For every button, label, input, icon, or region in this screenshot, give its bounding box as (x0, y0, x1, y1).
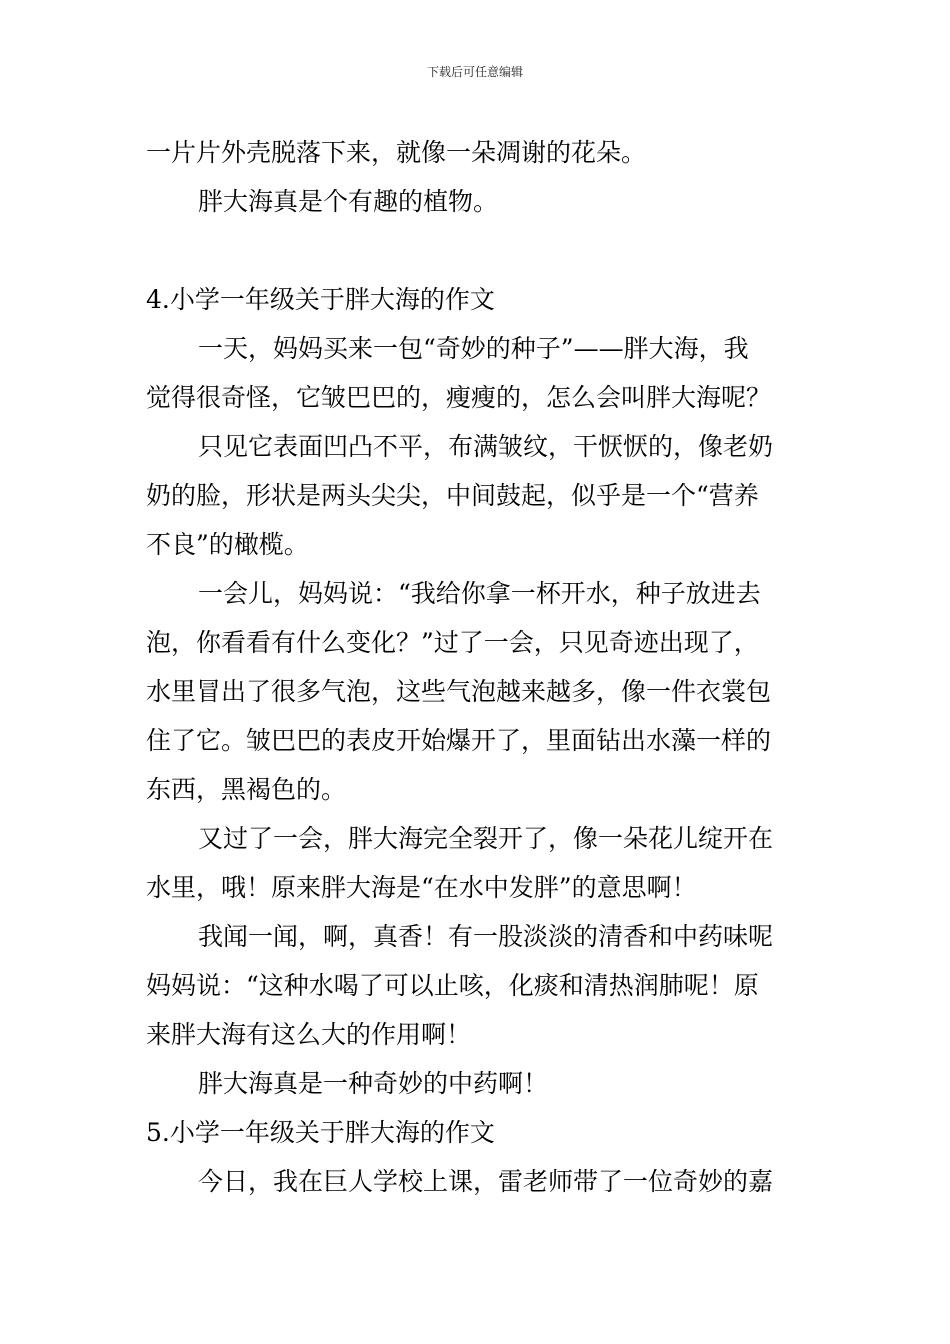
section-heading-4: 4.小学一年级关于胖大海的作文 (146, 285, 495, 314)
text-line: 胖大海真是个有趣的植物。 (198, 187, 499, 216)
text-line: 又过了一会，胖大海完全裂开了，像一朵花儿绽开在 (198, 824, 774, 853)
text-line: 觉得很奇怪，它皱巴巴的，瘦瘦的，怎么会叫胖大海呢？ (146, 383, 772, 412)
text-line: 来胖大海有这么大的作用啊！ (146, 1020, 472, 1049)
text-line: 奶的脸，形状是两头尖尖，中间鼓起，似乎是一个“营养 (146, 481, 759, 510)
page-header: 下载后可任意编辑 (426, 65, 523, 79)
text-line: 一片片外壳脱落下来，就像一朵凋谢的花朵。 (146, 138, 647, 167)
text-line: 水里，哦！原来胖大海是“在水中发胖”的意思啊！ (146, 873, 697, 902)
text-line: 我闻一闻，啊，真香！有一股淡淡的清香和中药味呢 (198, 922, 774, 951)
text-line: 东西，黑褐色的。 (146, 775, 347, 804)
text-line: 只见它表面凹凸不平，布满皱纹，干恹恹的，像老奶 (198, 432, 774, 461)
text-line: 不良”的橄榄。 (146, 530, 309, 559)
section-heading-5: 5.小学一年级关于胖大海的作文 (146, 1118, 495, 1147)
text-line: 一天，妈妈买来一包“奇妙的种子”——胖大海，我 (198, 334, 749, 363)
text-line: 泡，你看看有什么变化？”过了一会，只见奇迹出现了， (146, 628, 759, 657)
text-line: 今日，我在巨人学校上课，雷老师带了一位奇妙的嘉 (198, 1167, 774, 1196)
text-line: 妈妈说：“这种水喝了可以止咳，化痰和清热润肺呢！原 (146, 971, 759, 1000)
document-body (146, 128, 810, 1206)
text-line: 一会儿，妈妈说：“我给你拿一杯开水，种子放进去 (198, 579, 761, 608)
text-line: 住了它。皱巴巴的表皮开始爆开了，里面钻出水藻一样的 (146, 726, 772, 755)
blank-line (146, 226, 810, 275)
text-line: 水里冒出了很多气泡，这些气泡越来越多，像一件衣裳包 (146, 677, 772, 706)
text-line: 胖大海真是一种奇妙的中药啊！ (198, 1069, 549, 1098)
